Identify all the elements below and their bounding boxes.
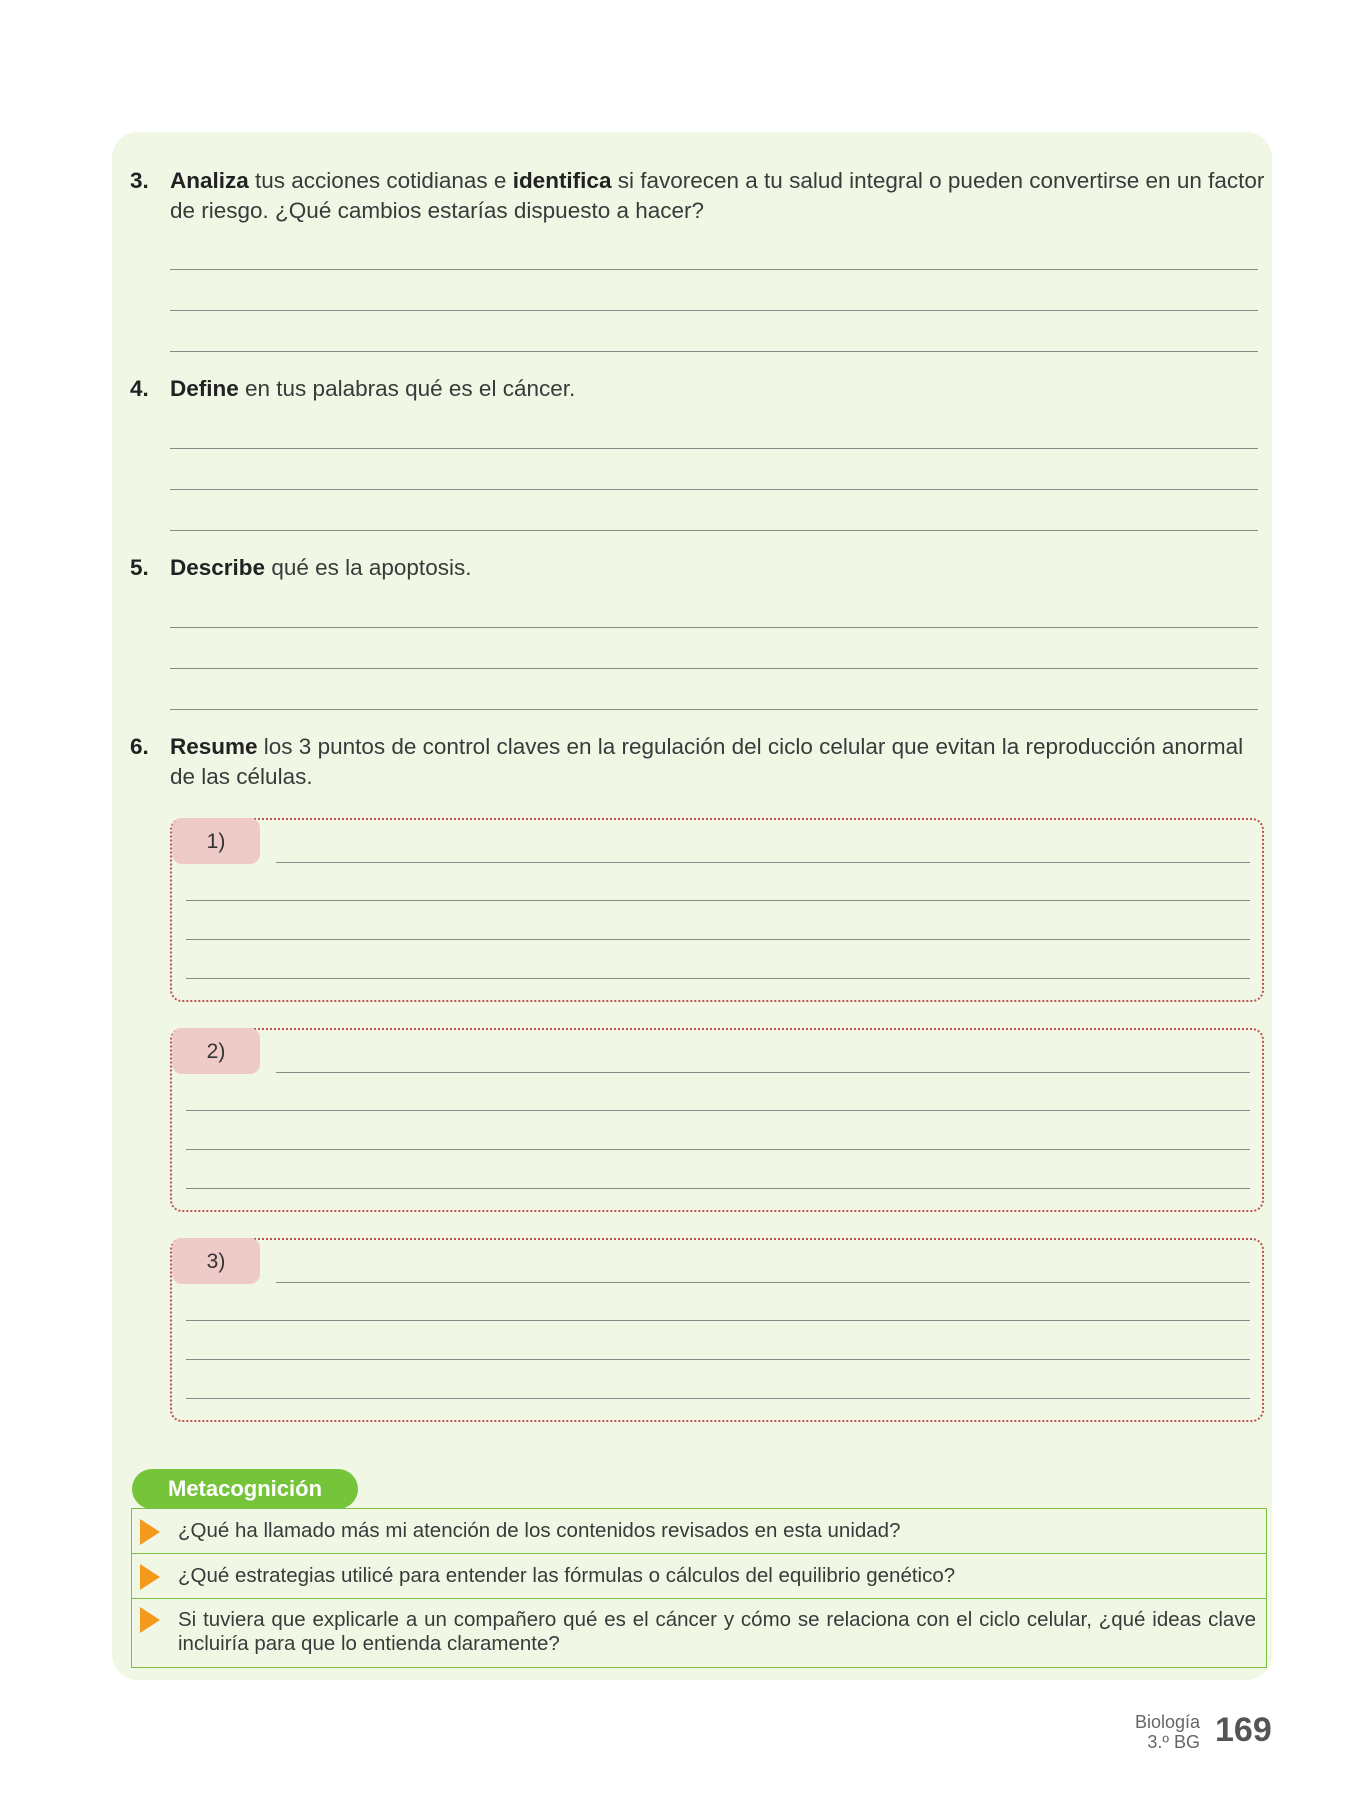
arrow-icon: [140, 1519, 160, 1545]
question-6: [130, 732, 1270, 792]
answer-line[interactable]: [186, 1188, 1250, 1189]
metacognition-table: [131, 1508, 1267, 1668]
metacognition-item-1: ¿Qué ha llamado más mi atención de los contenidos revisados en esta unidad?: [132, 1509, 1266, 1554]
arrow-icon: [140, 1607, 160, 1633]
control-point-box-2: [170, 1028, 1264, 1212]
control-point-box-1: [170, 818, 1264, 1002]
answer-line[interactable]: [186, 1320, 1250, 1321]
metacognition-item-3: Si tuviera que explicarle a un compañero qué es el cáncer y cómo se relaciona con el ciclo celular, ¿qué ideas clave incluiría para que lo entienda claramente?: [132, 1599, 1266, 1667]
question-number: 3.: [130, 168, 149, 193]
question-number: 4.: [130, 376, 149, 401]
answer-line[interactable]: [186, 978, 1250, 979]
page-number: 169: [1215, 1711, 1272, 1749]
answer-line[interactable]: [170, 668, 1258, 669]
answer-line[interactable]: [170, 310, 1258, 311]
answer-line[interactable]: [276, 862, 1250, 863]
footer-grade: 3.º BG: [1147, 1732, 1200, 1752]
answer-line[interactable]: [170, 269, 1258, 270]
answer-line[interactable]: [186, 1359, 1250, 1360]
answer-line[interactable]: [170, 530, 1258, 531]
answer-line[interactable]: [186, 939, 1250, 940]
question-text: Resume los 3 puntos de control claves en la regulación del ciclo celular que evitan la reproducción anormal de las células.: [170, 734, 1244, 789]
answer-line[interactable]: [170, 627, 1258, 628]
metacognition-item-2: ¿Qué estrategias utilicé para entender las fórmulas o cálculos del equilibrio genético?: [132, 1554, 1266, 1599]
answer-line[interactable]: [170, 709, 1258, 710]
answer-line[interactable]: [276, 1282, 1250, 1283]
control-point-label: 2): [172, 1028, 260, 1074]
control-point-label: 1): [172, 818, 260, 864]
answer-line[interactable]: [186, 900, 1250, 901]
footer-subject: Biología: [1134, 1712, 1200, 1732]
answer-line[interactable]: [170, 448, 1258, 449]
question-5: [130, 553, 1270, 583]
answer-line[interactable]: [170, 489, 1258, 490]
question-text: Analiza tus acciones cotidianas e identifica si favorecen a tu salud integral o pueden convertirse en un factor de riesgo. ¿Qué cambios estarías dispuesto a hacer?: [170, 168, 1265, 223]
question-3: [130, 166, 1270, 226]
answer-line[interactable]: [186, 1149, 1250, 1150]
question-text: Describe qué es la apoptosis.: [170, 555, 472, 580]
answer-line[interactable]: [276, 1072, 1250, 1073]
answer-line[interactable]: [170, 351, 1258, 352]
arrow-icon: [140, 1564, 160, 1590]
control-point-box-3: [170, 1238, 1264, 1422]
answer-line[interactable]: [186, 1398, 1250, 1399]
control-point-label: 3): [172, 1238, 260, 1284]
metacognition-title: Metacognición: [132, 1469, 358, 1509]
question-4: [130, 374, 1270, 404]
question-number: 6.: [130, 734, 149, 759]
question-number: 5.: [130, 555, 149, 580]
answer-line[interactable]: [186, 1110, 1250, 1111]
question-text: Define en tus palabras qué es el cáncer.: [170, 376, 576, 401]
